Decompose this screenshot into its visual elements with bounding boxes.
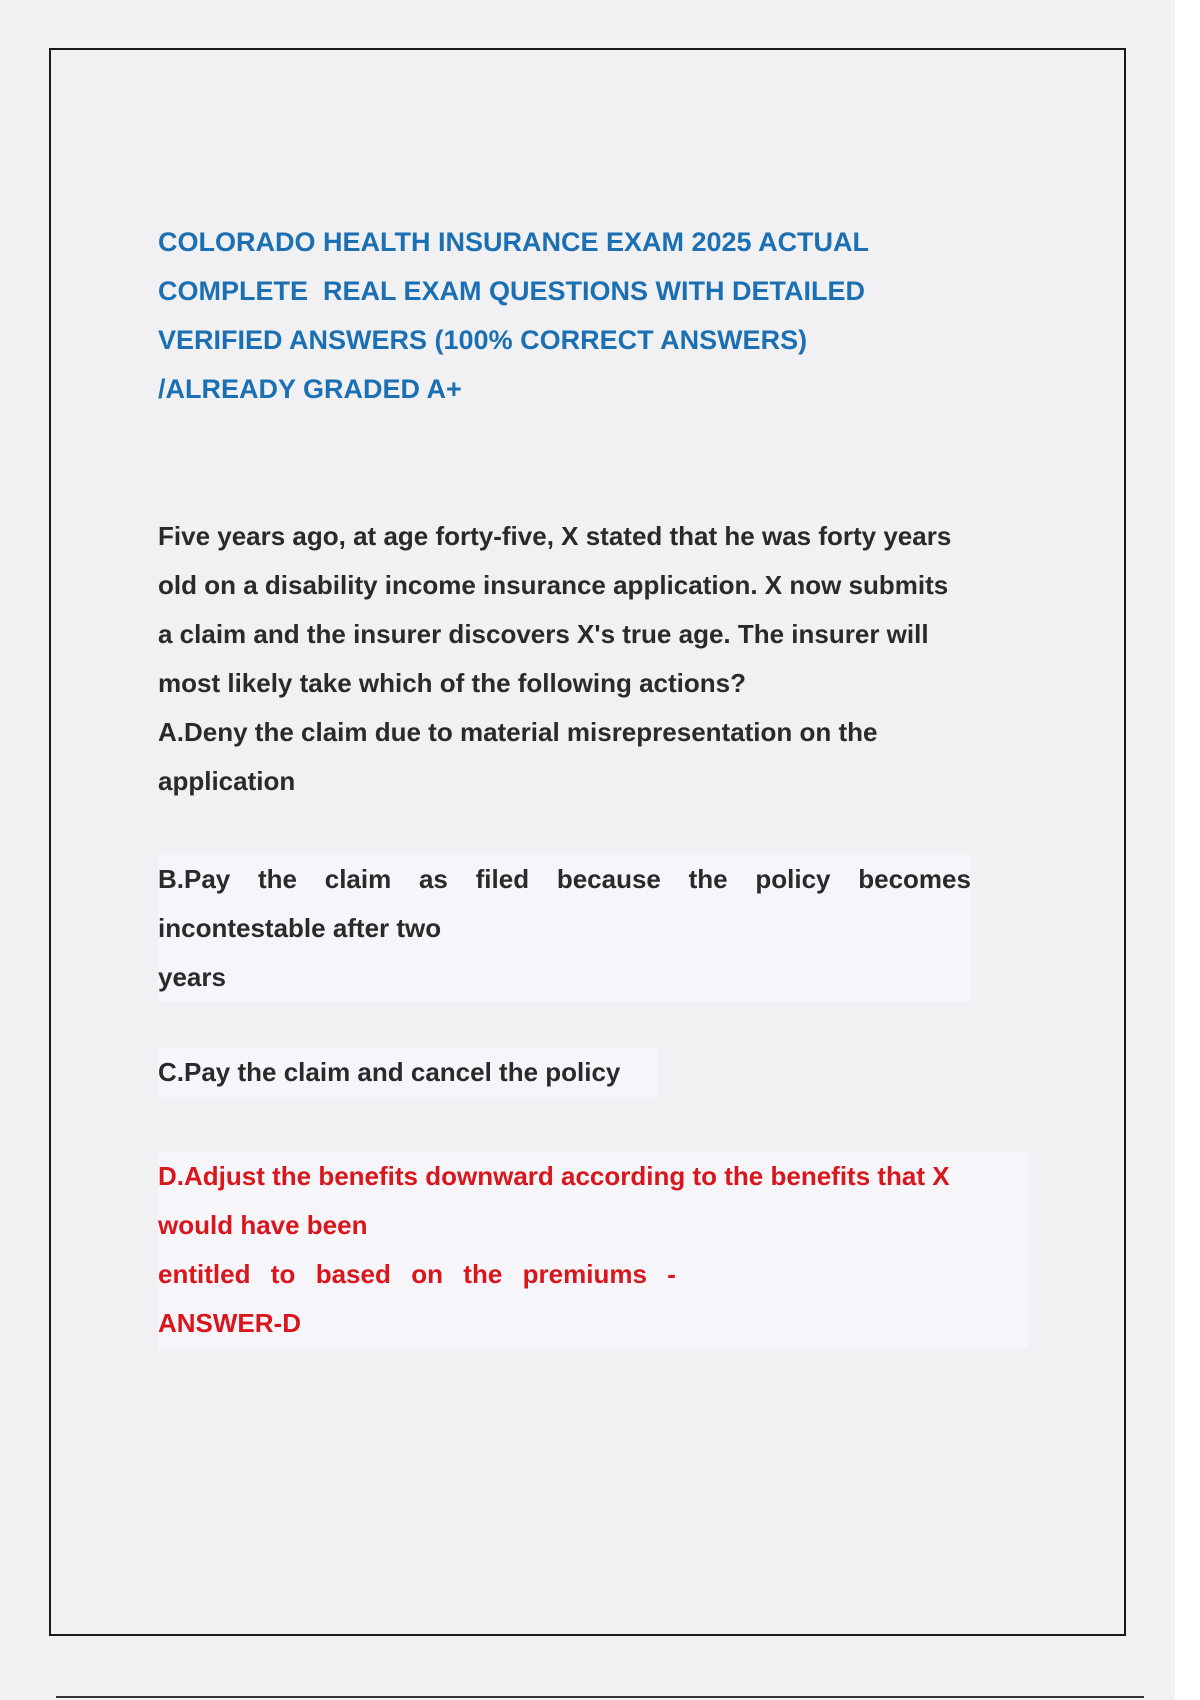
option-d-word: the bbox=[463, 1259, 503, 1289]
option-c-line: C.Pay the claim and cancel the policy bbox=[158, 1057, 621, 1087]
option-a-line: application bbox=[158, 766, 296, 796]
option-d-word: to bbox=[270, 1259, 296, 1289]
document-title bbox=[158, 218, 958, 414]
option-d-line3 bbox=[158, 1250, 676, 1299]
option-d-word: on bbox=[411, 1259, 443, 1289]
option-d-line1: D.Adjust the benefits downward according to the benefits that X bbox=[158, 1161, 950, 1191]
option-d-word: - bbox=[667, 1259, 676, 1289]
option-b bbox=[158, 855, 971, 1002]
title-line: /ALREADY GRADED A+ bbox=[158, 374, 462, 404]
option-d-word: based bbox=[315, 1259, 391, 1289]
title-line: COMPLETE REAL EXAM QUESTIONS WITH DETAILED bbox=[158, 276, 866, 306]
option-b-word: B.Pay bbox=[158, 864, 231, 894]
option-d-line2: would have been bbox=[158, 1210, 368, 1240]
option-b-line1 bbox=[158, 855, 971, 904]
question-line: old on a disability income insurance application. X now submits bbox=[158, 570, 949, 600]
bottom-rule bbox=[56, 1696, 1144, 1698]
question-stem bbox=[158, 512, 1028, 708]
option-b-line2: incontestable after two bbox=[158, 913, 442, 943]
option-b-word: because bbox=[556, 864, 661, 894]
option-d-word: premiums bbox=[522, 1259, 647, 1289]
option-b-line3: years bbox=[158, 962, 226, 992]
option-b-word: claim bbox=[324, 864, 392, 894]
option-b-word: as bbox=[418, 864, 448, 894]
title-line: VERIFIED ANSWERS (100% CORRECT ANSWERS) bbox=[158, 325, 808, 355]
option-b-word: the bbox=[258, 864, 297, 894]
title-line: COLORADO HEALTH INSURANCE EXAM 2025 ACTUAL bbox=[158, 227, 870, 257]
option-a bbox=[158, 708, 1028, 806]
option-b-word: policy bbox=[755, 864, 831, 894]
option-d-correct-answer bbox=[158, 1152, 1028, 1348]
option-a-line: A.Deny the claim due to material misrepresentation on the bbox=[158, 717, 878, 747]
question-line: a claim and the insurer discovers X's true age. The insurer will bbox=[158, 619, 929, 649]
option-b-word: filed bbox=[475, 864, 530, 894]
answer-key: ANSWER-D bbox=[158, 1308, 301, 1338]
option-b-word: the bbox=[688, 864, 728, 894]
option-b-word: becomes bbox=[858, 864, 971, 894]
question-line: Five years ago, at age forty-five, X stated that he was forty years bbox=[158, 521, 952, 551]
option-c bbox=[158, 1048, 658, 1097]
option-d-word: entitled bbox=[158, 1259, 251, 1289]
question-line: most likely take which of the following actions? bbox=[158, 668, 746, 698]
